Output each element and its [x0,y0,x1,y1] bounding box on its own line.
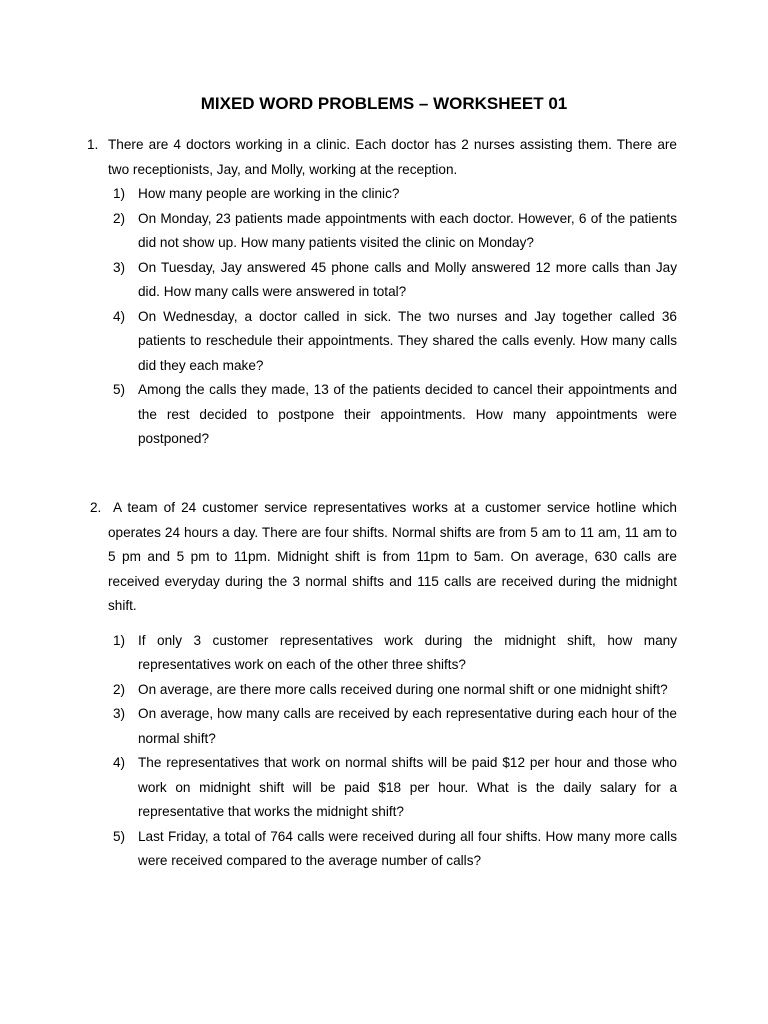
question-list [113,182,677,452]
question-number: 5) [113,382,126,397]
question-number: 1) [113,186,126,201]
question-item [113,702,677,751]
problem-intro: A team of 24 customer service representatives works at a customer service hotline which operates 24 hours a day. There are four shifts. Normal shifts are from 5 am to 11 am, 11 am to 5 pm and 5 pm to 11pm. Midnight shift is from 11pm to 5am. On average, 630 calls are received everyday during the 3 normal shifts and 115 calls are received during the midnight shift. [108,500,677,613]
question-number: 3) [113,706,126,721]
question-list [113,629,677,874]
problem-2 [90,496,677,874]
question-item [113,256,677,305]
question-item [113,751,677,825]
question-number: 5) [113,828,126,844]
question-text: On Monday, 23 patients made appointments with each doctor. However, 6 of the patients did not show up. How many patients visited the clinic on Monday? [138,210,677,250]
question-item [113,629,677,678]
question-item [113,207,677,256]
question-number: 2) [113,210,126,226]
question-text: If only 3 customer representatives work during the midnight shift, how many representatives work on each of the other three shifts? [138,632,677,672]
question-number: 2) [113,681,126,697]
question-text: On Tuesday, Jay answered 45 phone calls and Molly answered 12 more calls than Jay did. How many calls were answered in total? [138,259,677,299]
problem-intro: There are 4 doctors working in a clinic. Each doctor has 2 nurses assisting them. There are two receptionists, Jay, and Molly, working at the reception. [108,137,677,177]
question-item [113,678,677,703]
question-number: 4) [113,755,126,770]
question-item [113,378,677,452]
question-text: On Wednesday, a doctor called in sick. The two nurses and Jay together called 36 patients to reschedule their appointments. They shared the calls evenly. How many calls did they each make? [138,308,677,373]
question-number: 3) [113,259,126,275]
question-item [113,182,677,207]
question-text: The representatives that work on normal shifts will be paid $12 per hour and those who work on midnight shift will be paid $18 per hour. What is the daily salary for a representative that works the midnight shift? [138,755,677,819]
problem-number: 2. [90,500,102,515]
question-text: On average, are there more calls received during one normal shift or one midnight shift? [138,681,668,697]
problem-1 [87,133,677,452]
problem-number: 1. [87,137,99,152]
question-item [113,825,677,874]
question-number: 1) [113,632,126,648]
question-text: Last Friday, a total of 764 calls were received during all four shifts. How many more calls were received compared to the average number of calls? [138,828,677,868]
question-item [113,305,677,379]
question-text: On average, how many calls are received by each representative during each hour of the normal shift? [138,706,677,746]
question-number: 4) [113,308,126,324]
worksheet-title: MIXED WORD PROBLEMS – WORKSHEET 01 [200,94,568,113]
question-text: How many people are working in the clinic? [138,186,400,201]
question-text: Among the calls they made, 13 of the patients decided to cancel their appointments and the rest decided to postpone their appointments. How many appointments were postponed? [138,382,677,446]
